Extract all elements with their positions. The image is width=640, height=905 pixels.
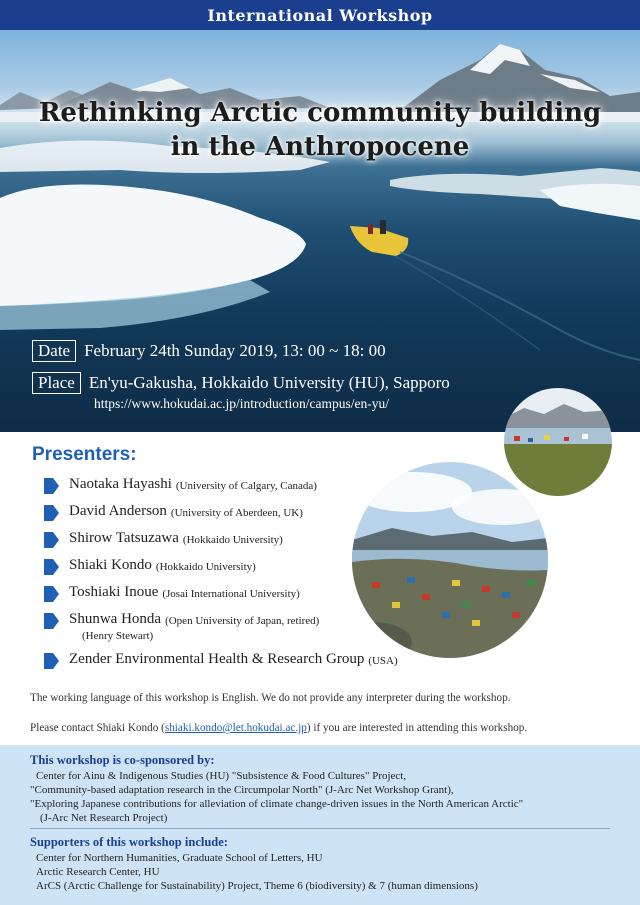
arrow-bullet-icon bbox=[44, 613, 59, 629]
banner: International Workshop bbox=[0, 0, 640, 30]
title-line-1: Rethinking Arctic community building bbox=[38, 98, 602, 128]
presenter-name: Shiaki Kondo bbox=[69, 557, 152, 573]
presenter-affiliation: (University of Aberdeen, UK) bbox=[170, 507, 303, 519]
language-note: The working language of this workshop is English. We do not provide any interpreter during the workshop. bbox=[30, 692, 511, 704]
arrow-bullet-icon bbox=[44, 505, 59, 521]
date-value: February 24th Sunday 2019, 13: 00 ~ 18: 00 bbox=[84, 341, 386, 360]
sponsor-line: "Exploring Japanese contributions for alleviation of climate change-driven issues in the North American Arctic" bbox=[30, 798, 524, 810]
contact-prefix: Please contact Shiaki Kondo ( bbox=[30, 722, 165, 734]
presenter-item bbox=[44, 584, 300, 602]
presenter-name: Shunwa Honda bbox=[69, 611, 162, 627]
presenter-item bbox=[44, 530, 283, 548]
presenter-name: Toshiaki Inoue bbox=[69, 584, 159, 600]
presenter-affiliation: (Open University of Japan, retired) bbox=[165, 615, 320, 627]
presenter-name: Naotaka Hayashi bbox=[69, 476, 172, 492]
sponsor-line: (J-Arc Net Research Project) bbox=[40, 812, 168, 824]
presenter-affiliation: (Hokkaido University) bbox=[155, 561, 256, 573]
divider bbox=[30, 828, 610, 829]
date-row bbox=[32, 340, 386, 362]
supporters-heading: Supporters of this workshop include: bbox=[30, 835, 228, 849]
village-photo-small bbox=[504, 388, 612, 496]
presenter-affiliation: (Josai International University) bbox=[162, 588, 300, 600]
arrow-bullet-icon bbox=[44, 653, 59, 669]
supporter-line: Center for Northern Humanities, Graduate School of Letters, HU bbox=[36, 852, 323, 864]
presenter-name: Shirow Tatsuzawa bbox=[69, 530, 179, 546]
title-line-2: in the Anthropocene bbox=[170, 132, 470, 162]
presenter-item bbox=[44, 503, 303, 521]
presenter-item bbox=[44, 557, 256, 575]
contact-suffix: ) if you are interested in attending this workshop. bbox=[306, 722, 528, 734]
presenter-name: David Anderson bbox=[69, 503, 167, 519]
arrow-bullet-icon bbox=[44, 532, 59, 548]
presenter-affiliation: (Hokkaido University) bbox=[182, 534, 283, 546]
date-label: Date bbox=[32, 340, 76, 362]
supporter-line: ArCS (Arctic Challenge for Sustainability) Project, Theme 6 (biodiversity) & 7 (human dimensions) bbox=[36, 880, 478, 892]
place-label: Place bbox=[32, 372, 81, 394]
place-row bbox=[32, 372, 450, 394]
arrow-bullet-icon bbox=[44, 559, 59, 575]
supporter-line: Arctic Research Center, HU bbox=[36, 866, 160, 878]
village-photo-large bbox=[352, 462, 548, 658]
sponsor-section bbox=[0, 745, 640, 905]
contact-note bbox=[30, 722, 527, 734]
presenter-affiliation: (University of Calgary, Canada) bbox=[175, 480, 317, 492]
sponsor-line: "Community-based adaptation research in the Circumpolar North" (J-Arc Net Workshop Grant), bbox=[30, 784, 454, 796]
place-value: En'yu-Gakusha, Hokkaido University (HU), Sapporo bbox=[88, 373, 450, 392]
presenter-subname: (Henry Stewart) bbox=[82, 630, 154, 642]
presenter-item bbox=[44, 476, 317, 494]
sponsors-heading: This workshop is co-sponsored by: bbox=[30, 753, 215, 767]
sponsor-line: Center for Ainu & Indigenous Studies (HU) "Subsistence & Food Cultures" Project, bbox=[36, 770, 407, 782]
workshop-title bbox=[0, 96, 640, 164]
presenter-item bbox=[44, 611, 319, 629]
presenter-name: Zender Environmental Health & Research Group bbox=[69, 651, 365, 667]
presenters-heading: Presenters: bbox=[32, 444, 137, 465]
arrow-bullet-icon bbox=[44, 586, 59, 602]
place-url-link[interactable]: https://www.hokudai.ac.jp/introduction/campus/en-yu/ bbox=[94, 396, 389, 411]
presenter-affiliation: (USA) bbox=[368, 655, 398, 667]
presenter-item bbox=[44, 651, 398, 669]
arrow-bullet-icon bbox=[44, 478, 59, 494]
contact-email-link[interactable]: shiaki.kondo@let.hokudai.ac.jp bbox=[164, 722, 307, 734]
